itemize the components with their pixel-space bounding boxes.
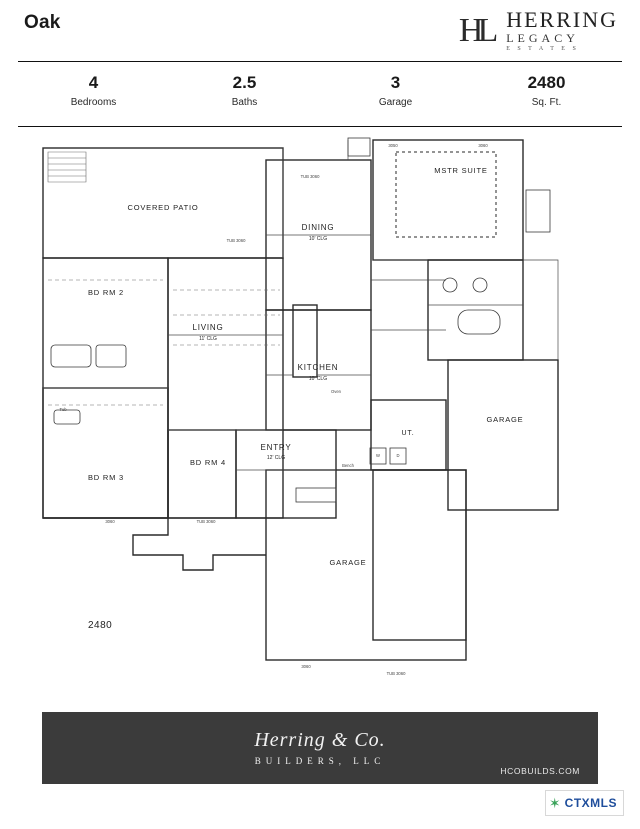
- stat-bedrooms: [18, 66, 169, 124]
- page-title: Oak: [24, 12, 61, 33]
- stat-sqft: [471, 66, 622, 124]
- svg-text:TUB 3060: TUB 3060: [226, 238, 246, 243]
- brand-sub2: E S T A T E S: [506, 46, 579, 52]
- svg-text:3060: 3060: [301, 664, 311, 669]
- room-label-living-clg: 11' CLG: [199, 336, 217, 342]
- room-label-dining: DINING: [301, 223, 335, 232]
- stat-sqft-value: 2480: [527, 73, 566, 92]
- stat-garage-label: Garage: [378, 97, 413, 108]
- divider-top: [18, 61, 622, 62]
- svg-text:Bench: Bench: [342, 463, 354, 468]
- svg-text:D: D: [396, 453, 400, 458]
- builder-logo: [42, 728, 598, 768]
- room-label-living: LIVING: [192, 323, 224, 332]
- floorplan-sqft-stamp: 2480: [88, 620, 113, 631]
- builder-sub-name: BUILDERS, LLC: [254, 756, 386, 766]
- svg-text:Oven: Oven: [330, 389, 342, 394]
- mls-label: CTXMLS: [564, 796, 617, 810]
- svg-text:3060: 3060: [105, 519, 115, 524]
- room-label-mstr-suite: MSTR SUITE: [434, 166, 488, 175]
- brand-logo: [459, 8, 618, 54]
- room-label-entry-clg: 12' CLG: [266, 455, 286, 461]
- svg-text:Tub: Tub: [59, 407, 67, 412]
- stat-bedrooms-value: 4: [88, 73, 99, 92]
- brand-name: HERRING: [506, 7, 618, 32]
- svg-text:3050: 3050: [388, 143, 398, 148]
- svg-text:TUB 3060: TUB 3060: [196, 519, 216, 524]
- stat-sqft-label: Sq. Ft.: [531, 97, 562, 108]
- room-label-entry: ENTRY: [260, 443, 292, 452]
- divider-bottom: [18, 126, 622, 127]
- plan-stats: [18, 66, 622, 124]
- stat-garage-value: 3: [390, 73, 401, 92]
- room-label-utility: UT.: [401, 430, 415, 437]
- footer-banner: [42, 712, 598, 784]
- svg-text:TUB 3060: TUB 3060: [386, 671, 406, 676]
- stat-garage: [320, 66, 471, 124]
- room-label-bd-rm-2: BD RM 2: [87, 288, 125, 297]
- star-icon: ✶: [548, 795, 561, 811]
- stat-baths-label: Baths: [231, 97, 258, 108]
- builder-script-name: Herring & Co.: [254, 729, 386, 751]
- mls-logo: [545, 790, 624, 816]
- stat-baths: [169, 66, 320, 124]
- svg-text:3060: 3060: [478, 143, 488, 148]
- room-label-bd-rm-3: BD RM 3: [87, 473, 125, 482]
- room-label-bd-rm-4: BD RM 4: [189, 458, 227, 467]
- brand-sub: LEGACY: [506, 31, 579, 45]
- brand-wordmark: [506, 9, 618, 53]
- svg-text:W: W: [376, 453, 380, 458]
- brand-monogram: HL: [458, 12, 493, 49]
- room-label-kitchen: KITCHEN: [297, 363, 339, 372]
- room-label-garage-lower: GARAGE: [329, 558, 367, 567]
- builder-website: HCOBUILDS.COM: [500, 766, 580, 776]
- svg-text:TUB 3060: TUB 3060: [300, 174, 320, 179]
- room-label-garage-right: GARAGE: [486, 415, 524, 424]
- room-label-covered-patio: COVERED PATIO: [127, 203, 199, 212]
- room-label-dining-clg: 10' CLG: [308, 236, 328, 242]
- stat-baths-value: 2.5: [232, 73, 257, 92]
- floorplan-drawing: [18, 130, 622, 690]
- room-label-kitchen-clg: 10' CLG: [308, 376, 328, 382]
- document-header: [0, 0, 640, 62]
- stat-bedrooms-label: Bedrooms: [70, 97, 117, 108]
